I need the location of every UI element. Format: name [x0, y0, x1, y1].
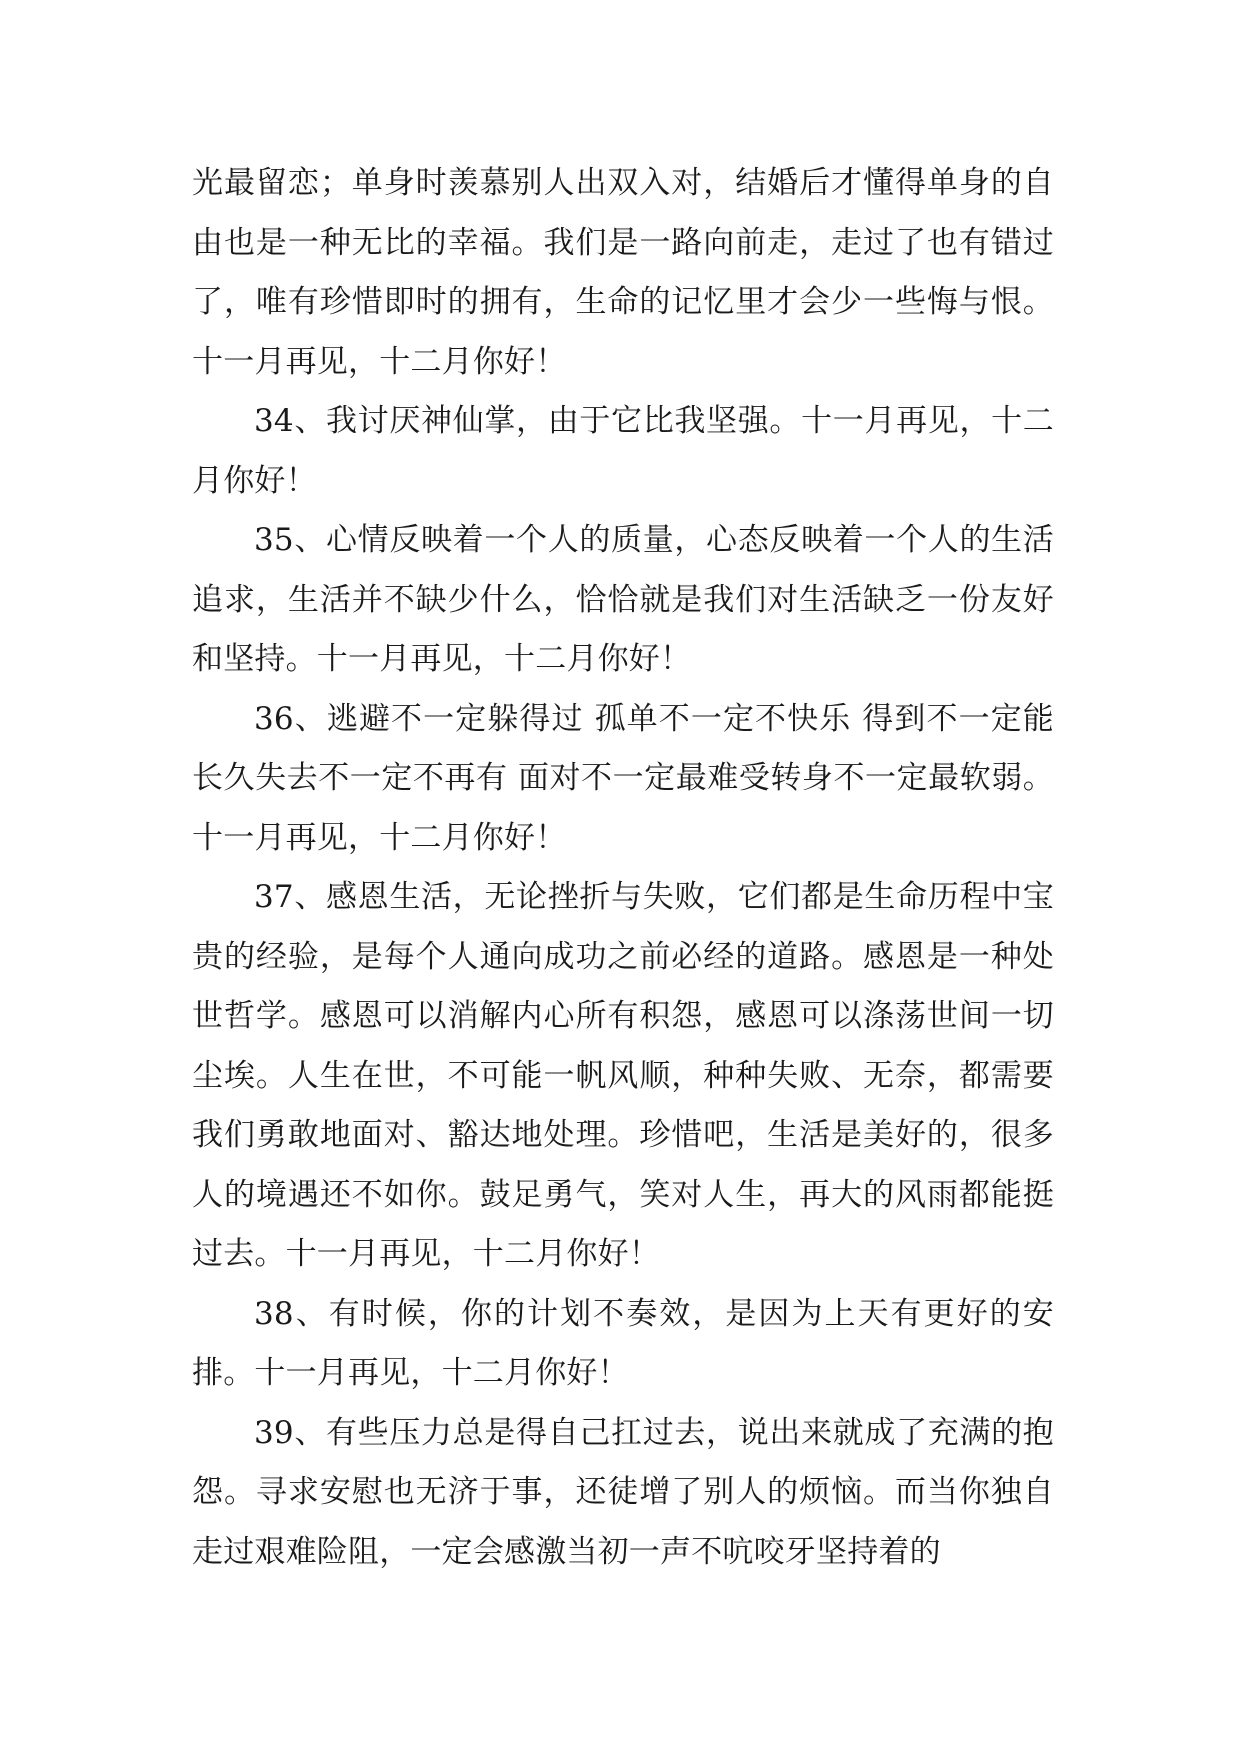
paragraph-36: 36、逃避不一定躲得过 孤单不一定不快乐 得到不一定能长久失去不一定不再有 面对不一定最难受转身不一定最软弱。十一月再见，十二月你好！: [192, 700, 1054, 856]
paragraph-35: 35、心情反映着一个人的质量，心态反映着一个人的生活追求，生活并不缺少什么，恰恰就是我们对生活缺乏一份友好和坚持。十一月再见，十二月你好！: [192, 522, 1054, 677]
paragraph-continued: 光最留恋；单身时羡慕别人出双入对，结婚后才懂得单身的自由也是一种无比的幸福。我们是一路向前走，走过了也有错过了，唯有珍惜即时的拥有，生命的记忆里才会少一些悔与恨。十一月再见，十二月你好！: [192, 165, 1054, 380]
paragraph-39: 39、有些压力总是得自己扛过去，说出来就成了充满的抱怨。寻求安慰也无济于事，还徒增了别人的烦恼。而当你独自走过艰难险阻，一定会感激当初一声不吭咬牙坚持着的: [192, 1414, 1054, 1570]
document-body: [192, 154, 1054, 1582]
paragraph-37: 37、感恩生活，无论挫折与失败，它们都是生命历程中宝贵的经验，是每个人通向成功之前必经的道路。感恩是一种处世哲学。感恩可以消解内心所有积怨，感恩可以涤荡世间一切尘埃。人生在世，不可能一帆风顺，种种失败、无奈，都需要我们勇敢地面对、豁达地处理。珍惜吧，生活是美好的，很多人的境遇还不如你。鼓足勇气，笑对人生，再大的风雨都能挺过去。十一月再见，十二月你好！: [192, 879, 1054, 1272]
paragraph-34: 34、我讨厌神仙掌，由于它比我坚强。十一月再见，十二月你好！: [192, 403, 1054, 499]
paragraph-38: 38、有时候，你的计划不奏效，是因为上天有更好的安排。十一月再见，十二月你好！: [192, 1295, 1054, 1391]
